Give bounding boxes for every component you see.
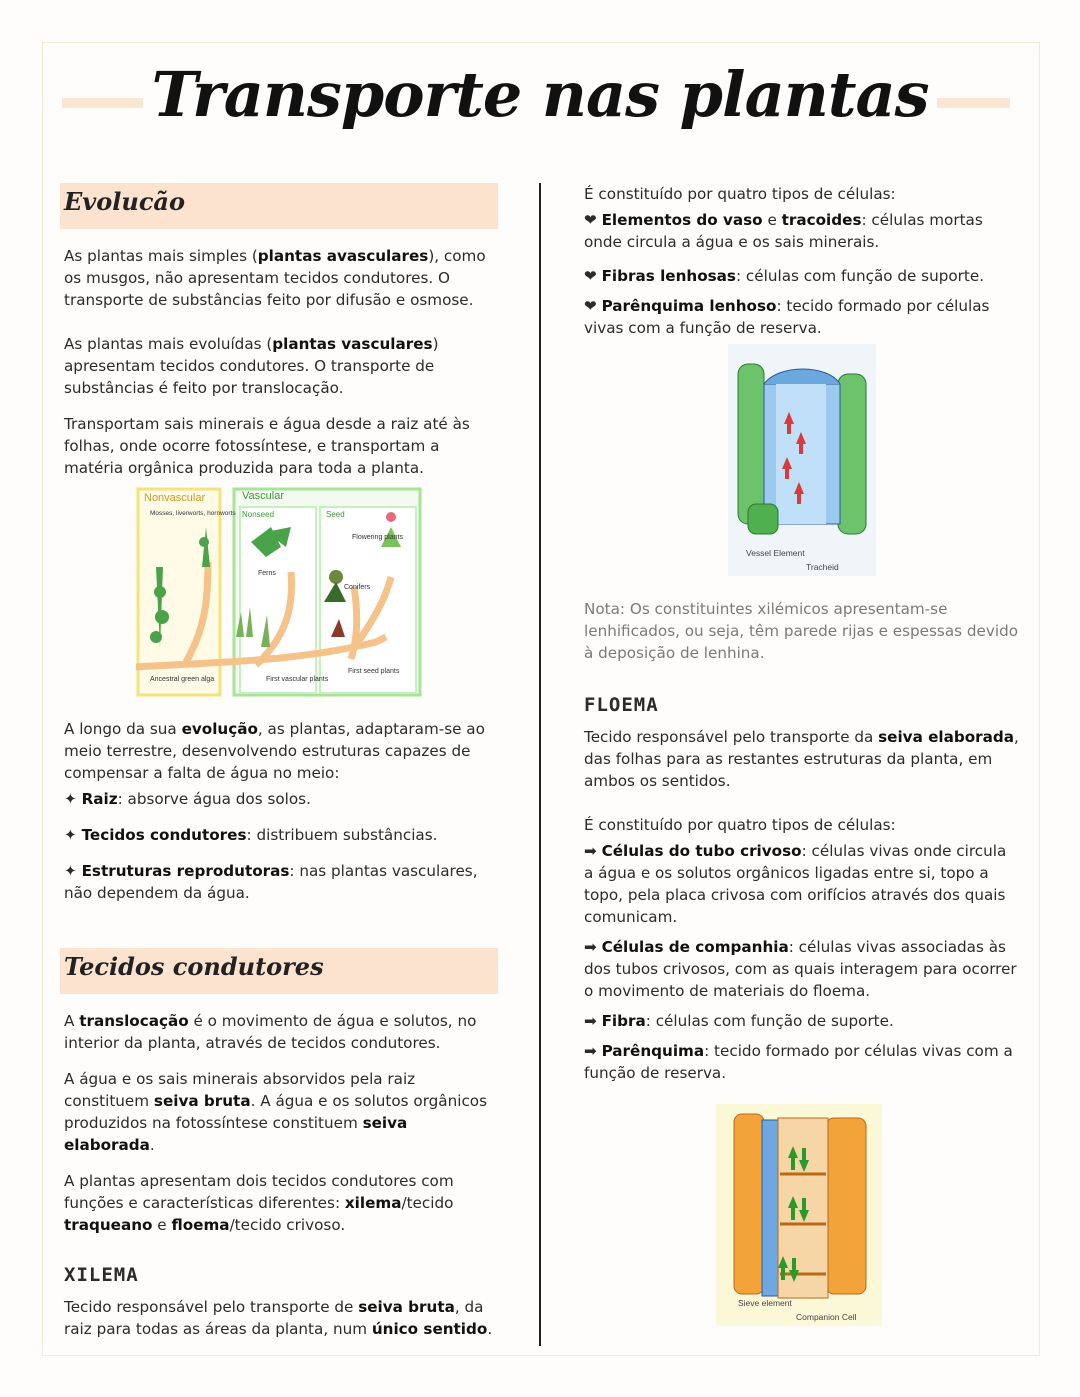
paragraph: Transportam sais minerais e água desde a raiz até às folhas, onde ocorre fotossíntese, e transportam a matéria orgânica produzida para toda a planta.	[64, 415, 470, 477]
section-header-evolucao: Evolucão	[60, 183, 498, 229]
label-vascular: Vascular	[242, 490, 284, 502]
subheading-floema: FLOEMA	[584, 694, 659, 716]
list-item: ➡ Células do tubo crivoso: células vivas onde circula a água e os solutos orgânicos ligadas entre si, topo a topo, pela placa crivosa com orifícios através dos quais comunicam.	[584, 842, 1007, 926]
paragraph: A longo da sua evolução, as plantas, adaptaram-se ao meio terrestre, desenvolvendo estruturas capazes de compensar a falta de água no meio:	[64, 720, 485, 782]
section-header-tecidos: Tecidos condutores	[60, 948, 498, 994]
note-paragraph: Nota: Os constituintes xilémicos apresentam-se lenhificados, ou seja, têm parede rijas e espessas devido à deposição de lenhina.	[584, 600, 1019, 662]
label-tracheid: Tracheid	[806, 562, 839, 572]
paragraph: É constituído por quatro tipos de células:	[584, 816, 896, 834]
right-column-bottom	[584, 598, 1020, 1098]
label-ferns: Ferns	[258, 570, 276, 577]
column-divider	[539, 183, 541, 1346]
list-item: ❤ Elementos do vaso e tracoides: células mortas onde circula a água e os sais minerais.	[584, 211, 983, 251]
plant-evolution-diagram	[136, 487, 424, 699]
label-nonvascular: Nonvascular	[144, 492, 206, 504]
page-title: Transporte nas plantas	[0, 58, 1080, 131]
label-sieve: Sieve element	[738, 1298, 792, 1308]
label-conifers: Conifers	[344, 584, 371, 591]
label-first-seed: First seed plants	[348, 668, 400, 675]
paragraph: A água e os sais minerais absorvidos pela raiz constituem seiva bruta. A água e os solutos orgânicos produzidos na fotossíntese constituem seiva elaborada.	[64, 1070, 488, 1154]
list-item: ❤ Fibras lenhosas: células com função de suporte.	[584, 267, 985, 285]
list-item: ✦ Tecidos condutores: distribuem substâncias.	[64, 826, 438, 844]
label-flowering: Flowering plants	[352, 534, 403, 541]
label-companion: Companion Cell	[796, 1312, 857, 1322]
left-column-top	[60, 183, 498, 493]
left-column-bottom	[60, 718, 498, 1354]
subheading-xilema: XILEMA	[64, 1264, 139, 1286]
label-nonseed: Nonseed	[242, 510, 275, 519]
list-item: ➡ Células de companhia: células vivas associadas às dos tubos crivosos, com as quais interagem para ocorrer o movimento de materiais do floema.	[584, 938, 1017, 1000]
paragraph: Tecido responsável pelo transporte da seiva elaborada, das folhas para as restantes estruturas da planta, em ambos os sentidos.	[584, 728, 1019, 790]
list-item: ➡ Parênquima: tecido formado por células vivas com a função de reserva.	[584, 1042, 1013, 1082]
label-vessel: Vessel Element	[746, 548, 805, 558]
list-item: ✦ Estruturas reprodutoras: nas plantas vasculares, não dependem da água.	[64, 862, 478, 902]
label-mosses: Mosses, liverworts, hornworts	[150, 510, 236, 517]
list-item: ✦ Raiz: absorve água dos solos.	[64, 790, 311, 808]
phloem-diagram	[716, 1104, 882, 1326]
label-first-vascular: First vascular plants	[266, 676, 329, 683]
paragraph: É constituído por quatro tipos de células:	[584, 185, 896, 203]
label-seed: Seed	[326, 510, 345, 519]
label-ancestral: Ancestral green alga	[150, 676, 215, 683]
paragraph: A plantas apresentam dois tecidos condutores com funções e características diferentes: xilema/tecido traqueano e floema/tecido crivoso.	[64, 1172, 454, 1234]
xylem-diagram	[728, 344, 876, 576]
paragraph: As plantas mais simples (plantas avasculares), como os musgos, não apresentam tecidos condutores. O transporte de substâncias feito por difusão e osmose.	[64, 247, 486, 309]
paragraph: Tecido responsável pelo transporte de seiva bruta, da raiz para todas as áreas da planta, num único sentido.	[64, 1298, 493, 1338]
list-item: ➡ Fibra: células com função de suporte.	[584, 1012, 894, 1030]
list-item: ❤ Parênquima lenhoso: tecido formado por células vivas com a função de reserva.	[584, 297, 990, 337]
paragraph: A translocação é o movimento de água e solutos, no interior da planta, através de tecidos condutores.	[64, 1012, 477, 1052]
paragraph: As plantas mais evoluídas (plantas vasculares) apresentam tecidos condutores. O transporte de substâncias é feito por translocação.	[64, 335, 439, 397]
right-column-top	[584, 183, 1020, 353]
